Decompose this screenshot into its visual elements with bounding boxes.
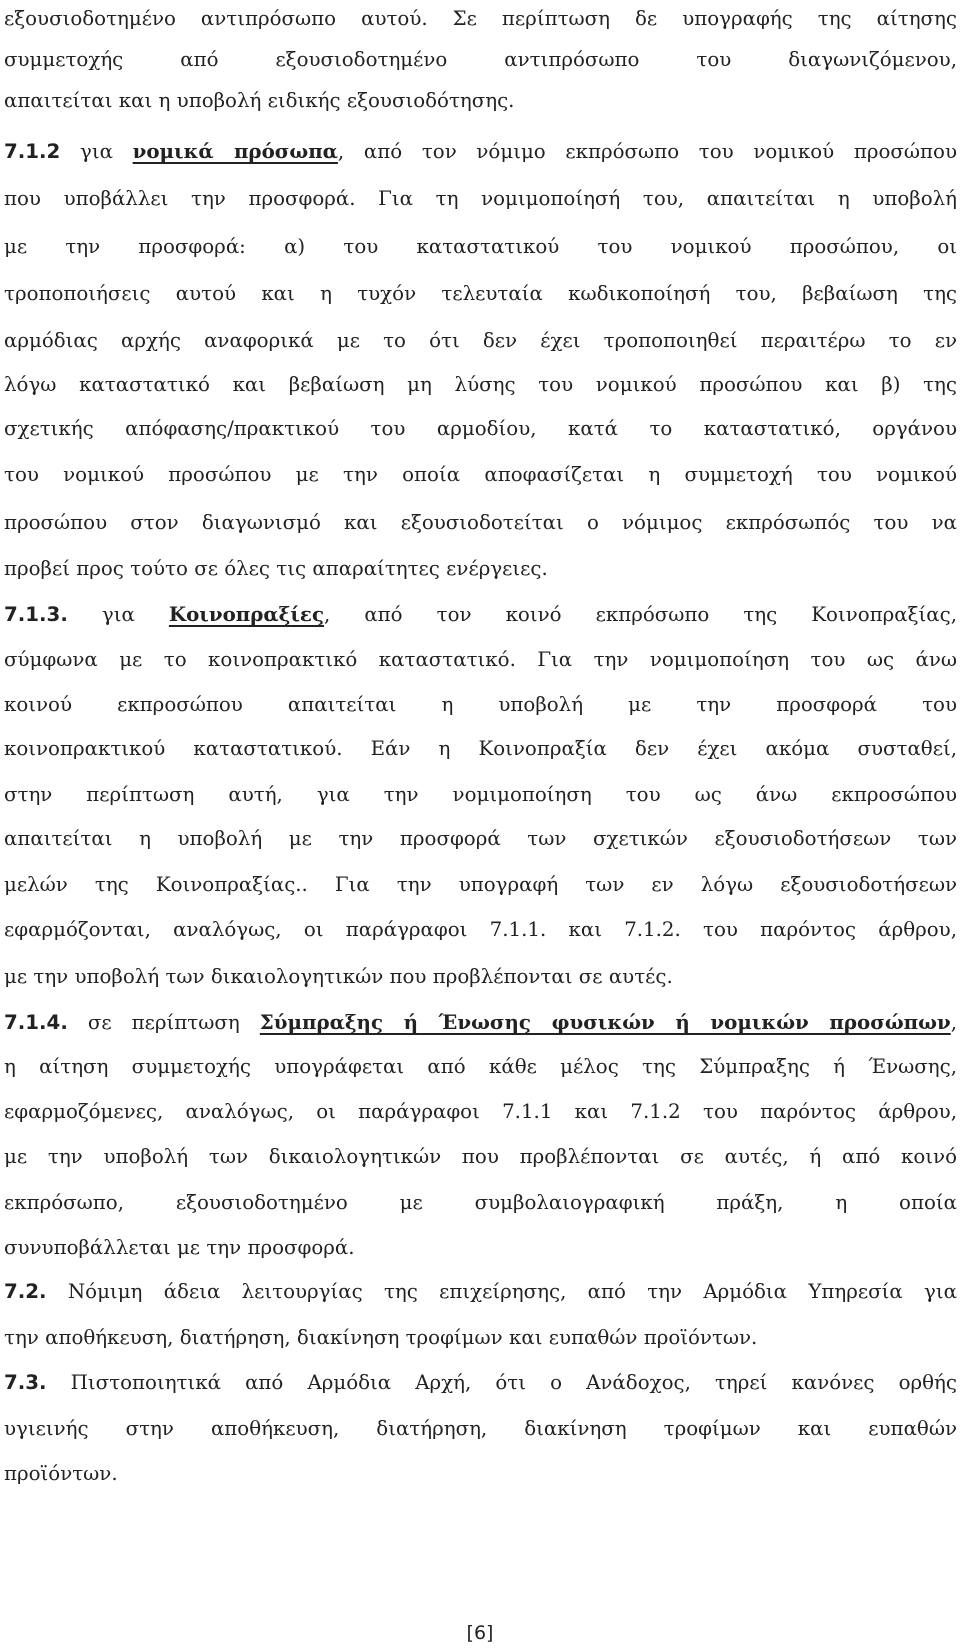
section-term: Σύμπραξης ή Ένωσης φυσικών ή νομικών προσώπων [259,1010,951,1034]
section-number: 7.1.4. [4,1011,68,1034]
text-line: με την υποβολή των δικαιολογητικών που προβλέπονται σε αυτές. [4,965,673,988]
page-number: [6] [466,1622,494,1644]
text-line: εφαρμοζόμενες, αναλόγως, οι παράγραφοι 7.1.1 και 7.1.2 του παρόντος άρθρου, [4,1100,957,1123]
text-line: η αίτηση συμμετοχής υπογράφεται από κάθε μέλος της Σύμπραξης ή Ένωσης, [4,1055,957,1078]
text-line: σχετικής απόφασης/πρακτικού του αρμοδίου, κατά το καταστατικό, οργάνου [4,417,957,440]
text-line: απαιτείται και η υποβολή ειδικής εξουσιοδότησης. [4,89,515,112]
text-line: κοινού εκπροσώπου απαιτείται η υποβολή με την προσφορά του [4,693,957,716]
text-line: εκπρόσωπο, εξουσιοδοτημένο με συμβολαιογραφική πράξη, η οποία [4,1191,957,1214]
text-line: την αποθήκευση, διατήρηση, διακίνηση τροφίμων και ευπαθών προϊόντων. [4,1326,758,1349]
text-line: εξουσιοδοτημένο αντιπρόσωπο αυτού. Σε περίπτωση δε υπογραφής της αίτησης [4,7,957,30]
text-line: στην περίπτωση αυτή, για την νομιμοποίηση του ως άνω εκπροσώπου [4,783,957,806]
text-line: προσώπου στον διαγωνισμό και εξουσιοδοτείται ο νόμιμος εκπρόσωπός του να [4,511,957,534]
text-line: τροποποιήσεις αυτού και η τυχόν τελευταία κωδικοποίησή του, βεβαίωση της [4,282,957,305]
section-7-2-first-line: 7.2. Νόμιμη άδεια λειτουργίας της επιχείρησης, από την Αρμόδια Υπηρεσία για [4,1280,957,1303]
section-number: 7.1.3. [4,603,68,626]
text-line: κοινοπρακτικού καταστατικού. Εάν η Κοινοπραξία δεν έχει ακόμα συσταθεί, [4,737,957,760]
text-line: συμμετοχής από εξουσιοδοτημένο αντιπρόσωπο του διαγωνιζόμενου, [4,48,957,71]
section-number: 7.2. [4,1280,47,1303]
section-7-1-2-first-line: 7.1.2 για νομικά πρόσωπα, από τον νόμιμο εκπρόσωπο του νομικού προσώπου [4,139,957,163]
text-line: σύμφωνα με το κοινοπρακτικό καταστατικό. Για την νομιμοποίηση του ως άνω [4,648,957,671]
section-term: νομικά πρόσωπα [132,139,338,163]
section-7-3-first-line: 7.3. Πιστοποιητικά από Αρμόδια Αρχή, ότι ο Ανάδοχος, τηρεί κανόνες ορθής [4,1371,957,1394]
text-line: προβεί προς τούτο σε όλες τις απαραίτητες ενέργειες. [4,557,548,580]
text-line: που υποβάλλει την προσφορά. Για τη νομιμοποίησή του, απαιτείται η υποβολή [4,187,957,210]
text-line: με την υποβολή των δικαιολογητικών που προβλέπονται σε αυτές, ή από κοινό [4,1145,957,1168]
text-line: υγιεινής στην αποθήκευση, διατήρηση, διακίνηση τροφίμων και ευπαθών [4,1417,957,1440]
text-line: απαιτείται η υποβολή με την προσφορά των σχετικών εξουσιοδοτήσεων των [4,827,957,850]
text-line: του νομικού προσώπου με την οποία αποφασίζεται η συμμετοχή του νομικού [4,463,957,486]
text-line: λόγω καταστατικό και βεβαίωση μη λύσης του νομικού προσώπου και β) της [4,373,957,396]
section-number: 7.1.2 [4,140,61,163]
section-7-1-4-first-line: 7.1.4. σε περίπτωση Σύμπραξης ή Ένωσης φυσικών ή νομικών προσώπων, [4,1010,957,1034]
text-line: προϊόντων. [4,1462,118,1485]
section-term: Κοινοπραξίες [168,602,324,626]
text-line: με την προσφορά: α) του καταστατικού του νομικού προσώπου, οι [4,235,957,258]
text-line: μελών της Κοινοπραξίας.. Για την υπογραφή των εν λόγω εξουσιοδοτήσεων [4,873,957,896]
text-line: εφαρμόζονται, αναλόγως, οι παράγραφοι 7.1.1. και 7.1.2. του παρόντος άρθρου, [4,918,957,941]
section-number: 7.3. [4,1371,47,1394]
text-line: αρμόδιας αρχής αναφορικά με το ότι δεν έχει τροποποιηθεί περαιτέρω το εν [4,329,957,352]
section-7-1-3-first-line: 7.1.3. για Κοινοπραξίες, από τον κοινό εκπρόσωπο της Κοινοπραξίας, [4,602,958,626]
text-line: συνυποβάλλεται με την προσφορά. [4,1236,355,1259]
